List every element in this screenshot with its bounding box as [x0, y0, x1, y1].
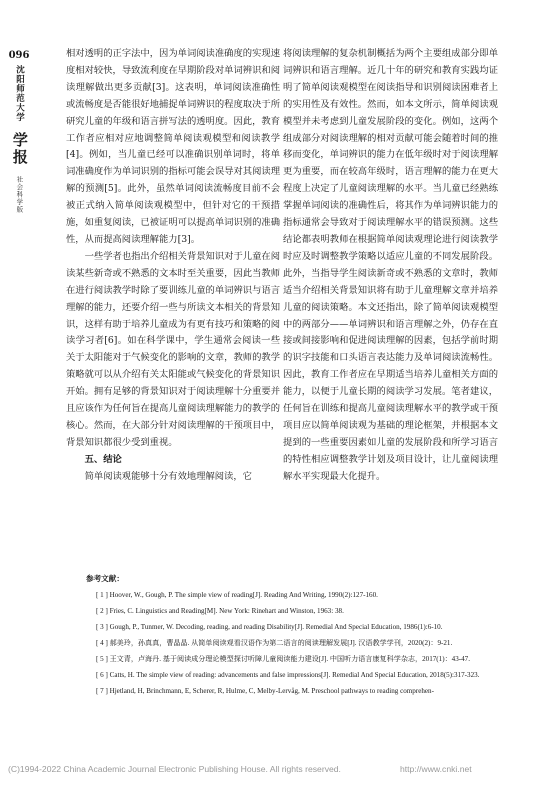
reference-item: [ 2 ] Fries, C. Linguistics and Reading[M]. New York: Rinehart and Winston, 1963: 38.	[96, 607, 344, 615]
reference-item: [ 4 ] 郝美玲，孙真真，曹晶晶. 从简单阅读观看汉语作为第二语言的阅读理解发展[J]. 汉语教学学刊，2020(2)：9-21.	[96, 639, 453, 647]
journal-name-big: 学报	[10, 132, 29, 166]
body-paragraph: 简单阅读观能够十分有效地理解阅读，它	[84, 470, 252, 482]
references-list	[96, 590, 514, 697]
copyright-notice: (C)1994-2022 China Academic Journal Electronic Publishing House. All rights reserved.	[8, 764, 341, 774]
body-column-left	[66, 46, 280, 486]
references-heading: 参考文献：	[86, 574, 124, 583]
section-heading: 五、结论	[84, 453, 122, 465]
reference-item: [ 7 ] Hjetland, H, Brinchmann, E, Scherer, R, Hulme, C, Melby-Lervåg, M. Preschool pathways to reading comprehen-	[96, 687, 434, 695]
body-column-right	[283, 46, 498, 486]
journal-edition: 社会科学版	[15, 176, 24, 214]
journal-name: 沈阳师范大学	[14, 65, 25, 122]
reference-item: [ 6 ] Catts, H. The simple view of reading: advancements and false impressions[J]. Remedial And Special Education, 2018(5):317-323.	[96, 671, 480, 679]
page-number: 096	[8, 50, 30, 61]
reference-item: [ 3 ] Gough, P., Tunmer, W. Decoding, reading, and reading Disability[J]. Remedial And Special Education, 1986(1):6-10.	[96, 623, 443, 631]
journal-sidebar	[4, 50, 34, 218]
references-section	[86, 573, 514, 702]
reference-item: [ 5 ] 王文青，卢海丹. 基于阅读成分理论模型探讨听障儿童阅读能力建设[J]. 中国听力语言康复科学杂志，2017(1)：43-47.	[96, 655, 470, 663]
cnki-url: http://www.cnki.net	[400, 764, 472, 774]
page-footer	[0, 764, 552, 778]
body-paragraph: 相对透明的正字法中，因为单词阅读准确度的实现速度相对较快，导致流利度在早期阶段对单词辨识和阅读理解做出更多贡献[3]。这表明，单词阅读准确性或流畅度是否能很好地捕捉单词辨识的程度取决于所研究儿童的年级和语言拼写法的透明度。因此，教育工作者应相对应地调整简单阅读观模型和阅读教学[4]。例如，当儿童已经可以准确识别单词时，将单词准确度作为单词识别的指标可能会误导对其阅读理解的预测[5]。此外，虽然单词阅读流畅度目前不会被正式纳入简单阅读观模型中，但针对它的干预措施，如重复阅读，已被证明可以提高单词识别的准确性，从而提高阅读理解能力[3]。	[66, 48, 280, 245]
body-paragraph: 一些学者也指出介绍相关背景知识对于儿童在阅读某些新奇或不熟悉的文本时至关重要，因此当教师在进行阅读教学时除了要训练儿童的单词辨识与语言理解的能力，还要介绍一些与所读文本相关的背景知识，这样有助于培养儿童成为有更有技巧和策略的阅读学习者[6]。如在科学课中，学生通常会阅读一些关于太阳能对于气候变化的影响的文章，教师的教学策略就可以从介绍有关太阳能或气候变化的背景知识开始。拥有足够的背景知识对于阅读理解十分重要并且应该作为任何旨在提高儿童阅读理解能力的教学的核心。然而，在大部分针对阅读理解的干预项目中，背景知识都很少受到重视。	[66, 250, 280, 448]
reference-item: [ 1 ] Hoover, W., Gough, P. The simple view of reading[J]. Reading And Writing, 1990(2):127-160.	[96, 591, 378, 599]
body-paragraph: 将阅读理解的复杂机制概括为两个主要组成部分即单词辨识和语言理解。近几十年的研究和教育实践均证明了简单阅读观模型在阅读指导和识别阅读困难者上的实用性及有效性。然而，如本文所示，简单阅读观模型并未考虑到儿童发展阶段的变化。例如，这两个组成部分对阅读理解的相对贡献可能会随着时间的推移而变化，单词辨识的能力在低年级时对于阅读理解更为重要，而在较高年级时，语言理解的能力在更大程度上决定了儿童阅读理解的水平。当儿童已经熟练掌握单词阅读的准确性后，将其作为单词辨识能力的指标通常会导致对于阅读理解水平的错误预测。这些结论都表明教师在根据简单阅读观理论进行阅读教学时应及时调整教学策略以适应儿童的不同发展阶段。此外，当指导学生阅读新奇或不熟悉的文章时，教师适当介绍相关背景知识将有助于儿童理解文章并培养儿童的阅读策略。本文还指出，除了简单阅读观模型中的两部分——单词辨识和语言理解之外，仍存在直接或间接影响和促进阅读理解的因素，包括学前时期的识字技能和口头语言表达能力及单词阅读流畅性。因此，教育工作者应在早期适当培养儿童相关方面的能力，以便于儿童长期的阅读学习发展。笔者建议，任何旨在训练和提高儿童阅读理解水平的教学或干预项目应以简单阅读观为基础的理论框架，并根据本文提到的一些重要因素如儿童的发展阶段和所学习语言的特性相应调整教学计划及项目设计，让儿童阅读理解水平实现最大化提升。	[283, 48, 498, 482]
